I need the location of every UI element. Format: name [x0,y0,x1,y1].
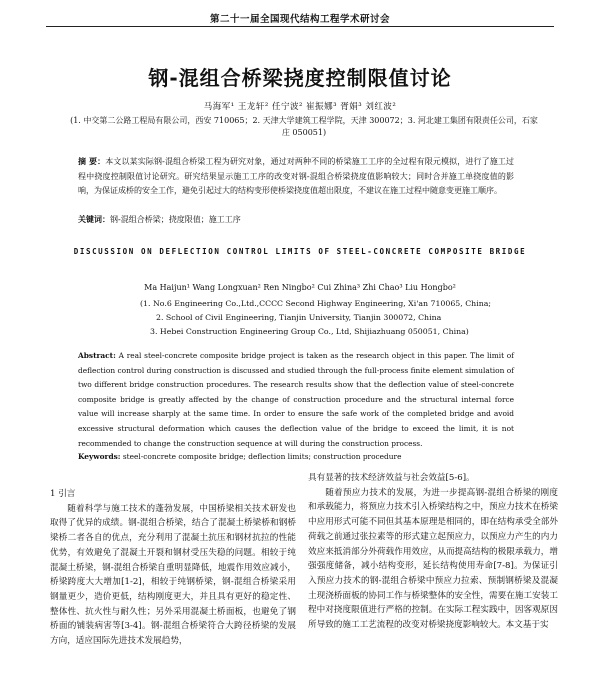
paper-title: 钢-混组合桥梁挠度控制限值讨论 [148,66,452,90]
keywords-cn [78,214,514,225]
section-heading-introduction: 1 引言 [50,489,76,499]
authors-en: Ma Haijun¹ Wang Longxuan² Ren Ningbo² Cui Zhina³ Zhi Chao³ Liu Hongbo² [144,283,456,292]
abstract-cn [78,154,514,199]
abstract-cn-text: 本文以某实际钢-混组合桥梁工程为研究对象，通过对两种不同的桥梁施工工序的全过程有限元模拟，进行了施工过程中挠度控制限值讨论研究。研究结果显示施工工序的改变对钢-混组合桥梁挠度值影响较大；同时合并施工单挠度值的影响，为保证成桥的安全工作，避免引起过大的结构变形使桥梁挠度值超出限度，不建议在施工过程中随意变更施工顺序。 [78,157,514,195]
abstract-en-label: Abstract: [78,351,116,360]
body-paragraph: 随着预应力技术的发展，为进一步提高钢-混组合桥梁的刚度和承载能力，将预应力技术引入桥梁结构之中，预应力技术在桥梁中应用形式可能不同但其基本原理是相同的，即在结构承受全部外荷载之前通过张拉素等的形式建立起预应力，以预应力产生的内力效应来抵消部分外荷载作用效应，从而提高结构的极限承载力，增强强度储备，减小结构变形，延长结构使用寿命[7-8]。为保证引入预应力技术的钢-混组合桥梁中预应力拉索、预制钢桥梁及混凝土现浇桥面板的协同工作与桥梁整体的安全性，需要在施工安装工程中对挠度限值进行严格的控制。在实际工程实践中，因客观原因所导致的施工工艺流程的改变对桥梁挠度影响较大。本文基于实 [308,487,558,631]
body-right-column [308,471,558,633]
affiliations-en [0,297,600,339]
authors-cn: 马海军¹ 王龙轩² 任宁波² 崔振娜³ 胥娟³ 刘红波² [203,102,397,112]
running-header [0,0,600,26]
body-paragraph-continued: 具有显著的技术经济效益与社会效益[5-6]。 [308,473,475,483]
keywords-cn-text: 钢-混组合桥梁；挠度限值；施工工序 [110,215,241,224]
abstract-cn-label: 摘 要： [78,156,106,166]
keywords-en [78,452,514,461]
affiliation-en-3: 3. Hebei Construction Engineering Group Co., Ltd, Shijiazhuang 050051, China) [150,327,469,336]
header-text: 第二十一届全国现代结构工程学术研讨会 [209,14,390,25]
keywords-en-text: steel-concrete composite bridge; deflection limits; construction procedure [122,452,402,461]
paper-title-en: DISCUSSION ON DEFLECTION CONTROL LIMITS OF STEEL-CONCRETE COMPOSITE BRIDGE [73,247,527,256]
keywords-cn-label: 关键词： [78,214,110,224]
body-left-column [50,487,296,649]
affiliation-en-1: (1. No.6 Engineering Co.,Ltd.,CCCC Second Highway Engineering, Xi'an 710065, China; [140,299,491,308]
keywords-en-label: Keywords: [78,452,121,461]
header-rule [46,26,554,27]
affiliations-cn: (1. 中交第二公路工程局有限公司，西安 710065；2. 天津大学建筑工程学院，天津 300072；3. 河北建工集团有限责任公司，石家庄 050051) [70,116,538,137]
abstract-en-text: A real steel-concrete composite bridge project is taken as the research object in this paper. The limit of deflection control during construction is discussed and studied through the full-process finite element simulation of two different bridge construction procedures. The research results show that the deflection value of steel-concrete composite bridge is greatly affected by the change of construction procedure and the structural internal force value will increase sharply at the same time. In order to ensure the safe work of the completed bridge and avoid excessive structural deformation which causes the deflection value of the bridge to exceed the limit, it is not recommended to change the construction sequence at will during the construction process. [78,351,514,448]
affiliation-en-2: 2. School of Civil Engineering, Tianjin University, Tianjin 300072, China [156,313,442,322]
body-paragraph: 随着科学与施工技术的蓬勃发展，中国桥梁相关技术研发也取得了优异的成绩。钢-混组合桥梁，结合了混凝土桥梁桥和钢桥梁桥二者各自的优点，充分利用了混凝土抗压和钢材抗拉的性能优势，有效避免了混凝土开裂和钢材受压失稳的问题。相较于纯混凝土桥梁，钢-混组合桥梁自重明显降低，地震作用效应减小，桥梁跨度大大增加[1-2]，相较于纯钢桥梁，钢-混组合桥梁采用钢量更少，造价更低，结构刚度更大，并且具有更好的稳定性、整体性、抗火性与耐久性；另外采用混凝土桥面板，也避免了钢桥面的铺装病害等[3-4]。钢-混组合桥梁符合大跨径桥梁的发展方向，适应国际先进技术发展趋势， [50,503,296,647]
abstract-en [78,349,514,451]
